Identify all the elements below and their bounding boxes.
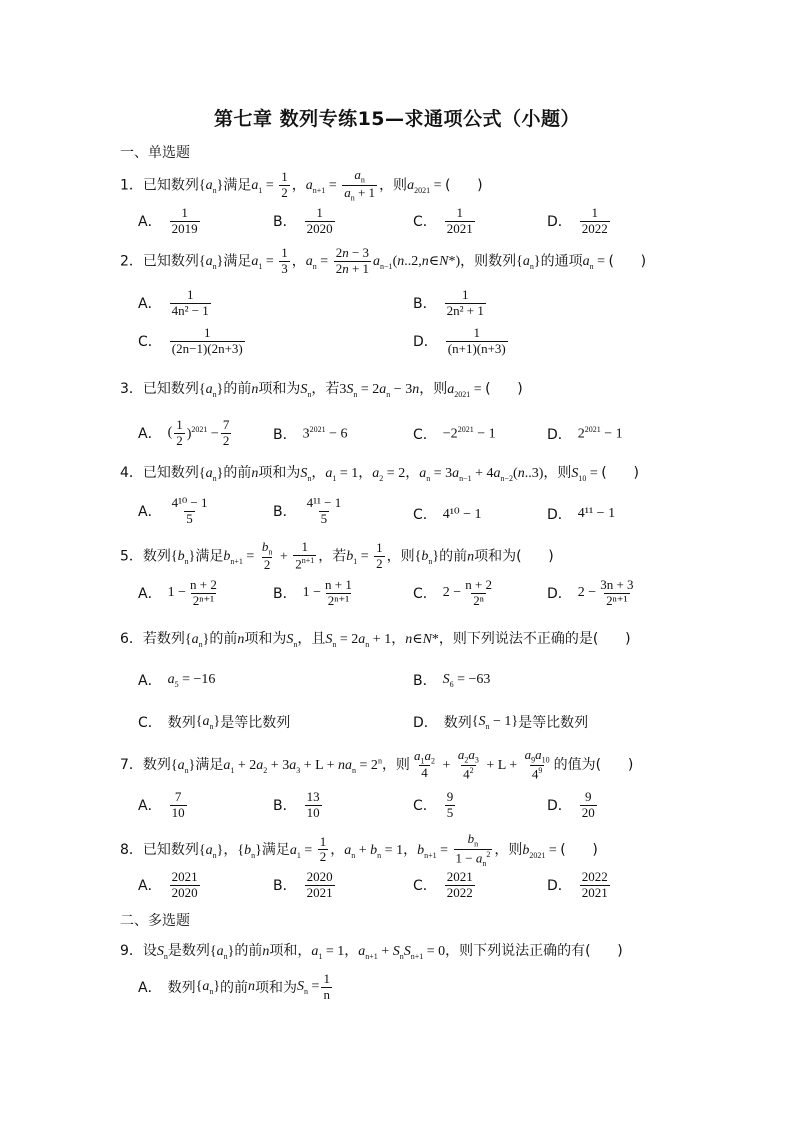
page-title: 第七章 数列专练15—求通项公式（小题） [213,108,581,130]
q6-option-c: C． 数列 $\{a_n\}$ 是等比数列 [138,713,291,731]
q3-option-c: C． $-2^{2021} - 1$ [413,425,496,443]
question-1: 1．已知数列$\{a_n\}$满足$a_1$ = $\frac{1}{2}$ ，$a_{n+1}$ = $\frac{a_n}{a_n + 1}$ ，则$a_{2021}$ = ( ) [120,167,483,203]
q4-option-c: C． 4¹⁰ − 1 [413,506,482,523]
section-heading-multi: 二、多选题 [120,913,190,929]
q1-option-b: B． $\frac{1}{2020}$ [273,205,333,236]
q1-option-a: A． $\frac{1}{2019}$ [138,205,198,236]
q5-option-b: B． 1 − $\frac{n + 1}{\text{2ⁿ⁺¹}}$ [273,577,352,608]
question-9: 9．设$S_n$是数列$\{a_n\}$的前n项和，$a_1 = 1$，$a_{n+1} + S_nS_{n+1} = 0$，则下列说法正确的有( ) [120,943,623,961]
q8-option-c: C． $\frac{2021}{2022}$ [413,869,473,900]
question-7: 7．数列$\{a_n\}$满足$a_1 + 2a_2 + 3a_3 + L + na_n = 2^n$，则 $\frac{a_1a_2}{4}$ + $\frac{a_2a_3}{4^2}$ + L + $\frac{a_9a_{10}}{4^9}$ 的值为( ) [120,747,634,782]
q7-option-d: D． $\frac{9}{20}$ [547,789,595,820]
q2-option-a: A． $\frac{1}{\text{4n² − 1}}$ [138,287,209,318]
question-3: 3．已知数列$\{a_n\}$的前n项和为$S_n$，若$3S_n = 2a_n - 3n$，则$a_{2021}$ = ( ) [120,381,523,399]
q7-option-a: A． $\frac{7}{10}$ [138,789,185,820]
q4-option-d: D． 4¹¹ − 1 [547,506,616,523]
q8-option-a: A． $\frac{2021}{2020}$ [138,869,198,900]
q6-option-b: B． $S_6 = -63$ [413,671,491,689]
q9-option-a: A． 数列 $\{a_n\}$ 的前 n 项和为 $S_n$ = $\frac{1}{n}$ [138,971,330,1002]
question-4: 4．已知数列$\{a_n\}$的前n项和为$S_n$，$a_1 = 1$，$a_2 = 2$，$a_n = 3a_{n-1} + 4a_{n-2}(n..3)$，则$S_{10}$ = ( ) [120,465,639,483]
question-5: 5．数列$\{b_n\}$满足$b_{n+1}$ = $\frac{b_n}{2}$ + $\frac{1}{2^{n+1}}$ ，若$b_1$ = $\frac{1}{2}$ ，则$\{b_n\}$的前n项和为( ) [120,539,554,572]
question-6: 6．若数列$\{a_n\}$的前n项和为$S_n$，且$S_n = 2a_n + 1$，n∈N*，则下列说法不正确的是( ) [120,631,631,649]
q2-option-d: D． $\frac{1}{(n+1)(n+3)}$ [413,325,506,356]
question-8: 8．已知数列$\{a_n\}$，$\{b_n\}$满足$a_1$ = $\frac{1}{2}$ ，$a_n + b_n = 1$，$b_{n+1}$ = $\frac{b_n}{1 - a_n^2}$ ，则$b_{2021}$ = ( ) [120,831,598,868]
q3-option-d: D． $2^{2021} - 1$ [547,425,623,443]
q2-option-c: C． $\frac{1}{(2n-1)(2n+3)}$ [138,325,243,356]
q2-option-b: B． $\frac{1}{\text{2n² + 1}}$ [413,287,484,318]
q4-option-b: B． $\frac{\text{4¹¹ − 1}}{5}$ [273,495,342,526]
q1-option-c: C． $\frac{1}{2021}$ [413,205,473,236]
q3-option-a: A． ( $\frac{1}{2}$ )$^{2021}$ − $\frac{7}{2}$ [138,417,230,448]
q1-option-d: D． $\frac{1}{2022}$ [547,205,608,236]
q8-option-b: B． $\frac{2020}{2021}$ [273,869,333,900]
section-heading-single: 一、单选题 [120,145,190,161]
question-2: 2．已知数列$\{a_n\}$满足$a_1$ = $\frac{1}{3}$ ，$a_n$ = $\frac{2n - 3}{2n + 1}$ $a_{n-1}(n..2,n\in N*)$，则数列$\{a_n\}$的通项$a_n$ = ( ) [120,245,647,276]
q3-option-b: B． $3^{2021} - 6$ [273,425,348,443]
q7-option-c: C． $\frac{9}{5}$ [413,789,454,820]
q5-option-a: A． 1 − $\frac{n + 2}{\text{2ⁿ⁺¹}}$ [138,577,217,608]
q7-option-b: B． $\frac{13}{10}$ [273,789,320,820]
q6-option-d: D． 数列 $\{S_n - 1\}$ 是等比数列 [413,713,589,731]
q8-option-d: D． $\frac{2022}{2021}$ [547,869,608,900]
q4-option-a: A． $\frac{\text{4¹⁰ − 1}}{5}$ [138,495,208,526]
q5-option-d: D． 2 − $\frac{3n + 3}{\text{2ⁿ⁺¹}}$ [547,577,634,608]
q6-option-a: A． $a_5 = -16$ [138,671,216,689]
q5-option-c: C． 2 − $\frac{n + 2}{\text{2ⁿ}}$ [413,577,493,608]
